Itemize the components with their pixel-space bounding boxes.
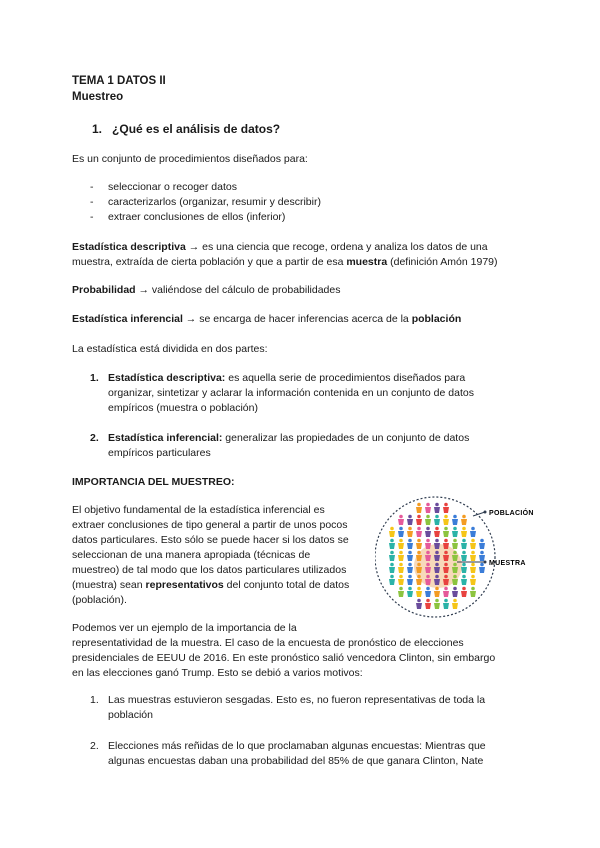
parts-list <box>90 371 530 461</box>
intro-paragraph: Es un conjunto de procedimientos diseñados para: <box>72 153 308 165</box>
document-title: TEMA 1 DATOS II <box>72 75 166 87</box>
label-muestra: MUESTRA <box>489 560 526 567</box>
population-sample-figure <box>375 494 570 620</box>
list-item: 1. Estadística descriptiva: es aquella serie de procedimientos diseñados para organizar, sintetizar y aclarar la información contenida en un conjunto de datos empíricos (muestra o población) <box>90 372 474 414</box>
definition-inferencial: Estadística inferencial → se encarga de hacer inferencias acerca de la población <box>72 313 462 325</box>
list-item: - seleccionar o recoger datos <box>90 181 237 193</box>
list-item: 1. Las muestras estuvieron sesgadas. Esto es, no fueron representativas de toda la población <box>90 694 486 721</box>
list-item: - extraer conclusiones de ellos (inferior) <box>90 211 286 223</box>
example-paragraph: Podemos ver un ejemplo de la importancia de la representatividad de la muestra. El caso de la encuesta de pronóstico de elecciones presidenciales de EEUU de 2016. En este pronóstico salió vencedora Clinton, sin embargo en las elecciones ganó Trump. Esto se debió a varios motivos: <box>72 622 496 679</box>
section-heading <box>92 122 280 137</box>
document-subtitle: Muestreo <box>72 91 124 103</box>
section-title: ¿Qué es el análisis de datos? <box>112 122 281 136</box>
dash-list <box>90 180 321 225</box>
division-intro: La estadística está dividida en dos partes: <box>72 343 268 355</box>
definition-descriptiva: Estadística descriptiva → es una ciencia que recoge, ordena y analiza los datos de una muestra, extraída de cierta población y que a partir de esa muestra (definición Amón 1979) <box>72 241 498 268</box>
reasons-list <box>90 693 530 769</box>
importance-heading: IMPORTANCIA DEL MUESTREO: <box>72 476 235 488</box>
muestra-pointer-dot <box>484 561 487 564</box>
objective-paragraph: El objetivo fundamental de la estadística inferencial es extraer conclusiones de tipo general a partir de unos pocos datos particulares. Esto sólo se puede hacer si los datos se seleccionan de una manera apropiada (técnicas de muestreo) de tal modo que los datos particulares utilizados (muestra) sean representativos del conjunto total de datos (población). <box>72 504 350 606</box>
section-number: 1. <box>92 122 103 136</box>
label-poblacion: POBLACIÓN <box>489 510 534 517</box>
list-item: 2. Elecciones más reñidas de lo que proclamaban algunas encuestas: Mientras que algunas encuestas daban una probabilidad del 85% de que ganara Clinton, Nate <box>90 740 486 767</box>
list-item: - caracterizarlos (organizar, resumir y describir) <box>90 196 321 208</box>
poblacion-pointer-dot <box>484 511 487 514</box>
list-item: 2. Estadística inferencial: generalizar las propiedades de un conjunto de datos empíricos particulares <box>90 432 470 459</box>
definition-probabilidad: Probabilidad → valiéndose del cálculo de probabilidades <box>72 284 341 296</box>
